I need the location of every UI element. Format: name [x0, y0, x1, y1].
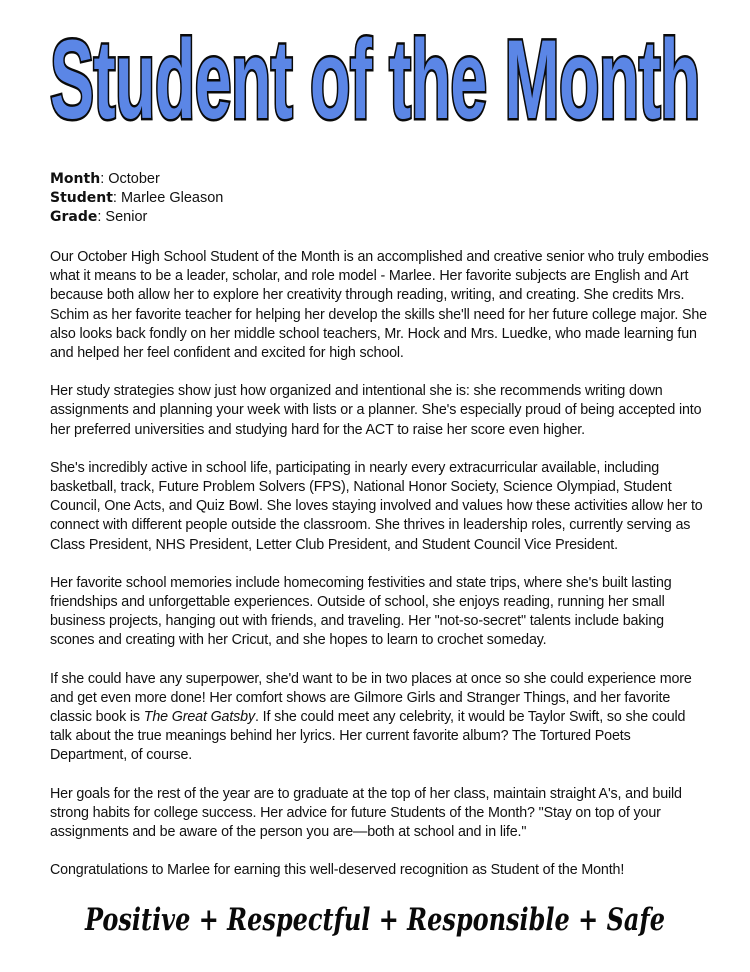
month-label: Month — [50, 171, 101, 187]
paragraph-study: Her study strategies show just how organized and intentional she is: she recommends writing down assignments and planning your week with lists or a planner. She's especially proud of being accepted into her preferred universities and studying hard for the ACT to raise her score even higher. — [50, 383, 702, 438]
grade-value: : Senior — [97, 209, 148, 225]
student-row — [50, 189, 710, 208]
school-motto: Positive + Respectful + Responsible + Safe — [84, 902, 666, 938]
book-title: The Great Gatsby — [143, 709, 255, 726]
paragraph-congrats: Congratulations to Marlee for earning this well-deserved recognition as Student of the Month! — [50, 862, 625, 879]
paragraph-goals: Her goals for the rest of the year are to graduate at the top of her class, maintain straight A's, and build strong habits for college success. Her advice for future Students of the Month? "Stay on top of your assignments and be aware of the person you are—both at school and in life." — [50, 785, 682, 841]
title-banner — [0, 6, 750, 156]
student-value: : Marlee Gleason — [112, 190, 224, 206]
paragraph-memories: Her favorite school memories include homecoming festivities and state trips, where she's built lasting friendships and unforgettable experiences. Outside of school, she enjoys reading, running her small business projects, hanging out with friends, and traveling. Her "not-so-secret" talents include baking scones and creating with her Cricut, and she hopes to learn to crochet someday. — [50, 574, 672, 649]
student-label: Student — [50, 190, 113, 206]
grade-label: Grade — [50, 209, 98, 225]
grade-row — [50, 208, 710, 227]
paragraph-activities: She's incredibly active in school life, participating in nearly every extracurricular available, including basketball, track, Future Problem Solvers (FPS), National Honor Society, Science Olympiad, Student Council, One Acts, and Quiz Bowl. She loves staying involved and values how these activities allow her to connect with different people outside the classroom. She thrives in leadership roles, currently serving as Class President, NHS President, Letter Club President, and Student Council Vice President. — [50, 459, 703, 553]
paragraph-superpower — [50, 670, 710, 766]
superpower-text-a: If she could have any superpower, she'd want to be in two places at once so she could experience more and get even more done! Her comfort shows are Gilmore Girls and Stranger Things, and her favorite classic book is — [50, 670, 692, 726]
student-info — [50, 170, 710, 227]
paragraph-intro: Our October High School Student of the Month is an accomplished and creative senior who truly embodies what it means to be a leader, scholar, and role model - Marlee. Her favorite subjects are English and Art because both allow her to explore her creativity through reading, writing, and creating. She credits Mrs. Schim as her favorite teacher for helping her develop the skills she'll need for her future college major. She also looks back fondly on her middle school teachers, Mr. Hock and Mrs. Luedke, who made learning fun and helped her feel confident and excited for high school. — [50, 249, 709, 362]
motto-banner — [0, 884, 750, 954]
month-value: : October — [100, 171, 160, 187]
article-body — [50, 248, 710, 899]
page-title: Student of the Month — [50, 17, 700, 142]
title-graphic — [0, 6, 750, 156]
motto-graphic — [0, 884, 750, 954]
month-row — [50, 170, 710, 189]
superpower-text-b: . If she could meet any celebrity, it would be Taylor Swift, so she could talk about the true meanings behind her lyrics. Her current favorite album? The Tortured Poets Department, of course. — [50, 709, 686, 764]
